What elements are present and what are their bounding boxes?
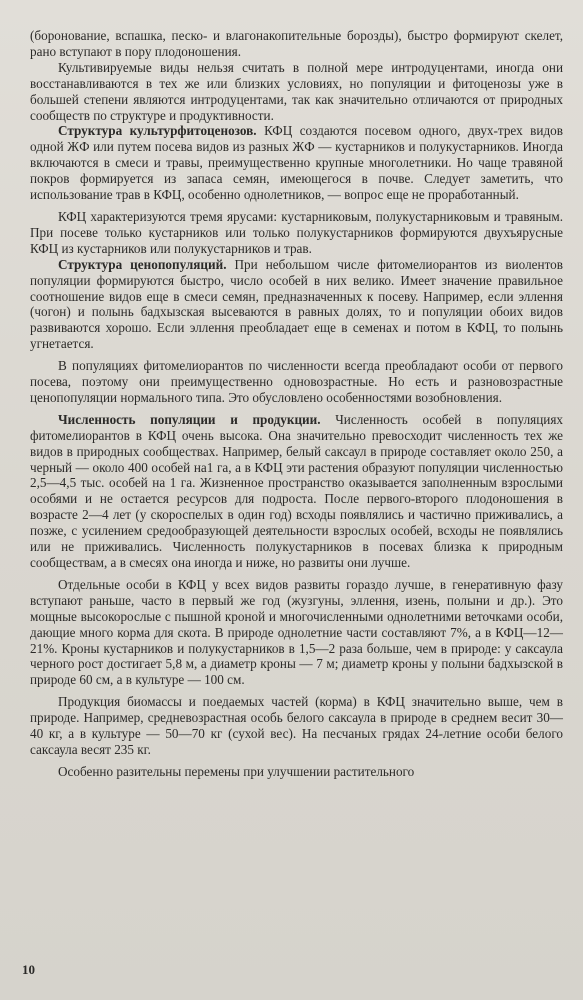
paragraph-text: При небольшом числе фитомелиорантов из виолентов популяции формируются быстро, число особей в них велико. Имеет значение правильное соотношение видов еще в смеси семян, предназначенных к посеву. Например, если эллення (чогон) и полынь бадхызская высеваются в равных долях, то и популяции обоих видов развиваются хорошо. Если эллення преобладает еще в семенах и потом в КФЦ, то полынь угнетается. <box>30 256 563 352</box>
page-text <box>30 28 563 780</box>
paragraph-text: Особенно разительны перемены при улучшении растительного <box>58 763 415 779</box>
paragraph-text: КФЦ создаются посевом одного, двух-трех видов одной ЖФ или путем посева видов из разных ЖФ — кустарников и полукустарников. Иногда включаются в смеси и травы, преимущественно крупные многолетники. Но чаще травяной покров формируется из запаса семян, имеющегося в почве. Следует заметить, что использование трав в КФЦ, особенно однолетников, — вопрос еще не проработанный. <box>30 123 563 203</box>
paragraph <box>30 577 563 688</box>
paragraph <box>30 412 563 571</box>
paragraph-heading: Численность популяции и продукции. <box>58 411 321 427</box>
paragraph <box>30 209 563 257</box>
paragraph <box>30 123 563 203</box>
paragraph <box>30 694 563 758</box>
paragraph-text: Отдельные особи в КФЦ у всех видов развиты гораздо лучше, в генеративную фазу вступают раньше, часто в первый же год (жузгуны, эллення, изень, полыни и др.). Это мощные высокорослые с пышной кроной и многочисленными однолетними веточками особи, дающие много корма для скота. В природе однолетние части составляют 7%, а в КФЦ—12—21%. Кроны кустарников и полукустарников в 1,5—2 раза больше, чем в природе: у саксаула черного рост достигает 5,8 м, а диаметр кроны — 7 м; диаметр кроны у полыни бадхызской в природе 60 см, а в культуре — 100 см. <box>30 576 563 688</box>
paragraph-text: Продукция биомассы и поедаемых частей (корма) в КФЦ значительно выше, чем в природе. Например, средневозрастная особь белого саксаула в природе в среднем весит 30—40 кг, а в культуре — 50—70 кг (сухой вес). На песчаных грядах 24-летние особи белого саксаула весят 235 кг. <box>30 694 563 757</box>
paragraph <box>30 28 563 60</box>
paragraph-text: Численность особей в популяциях фитомелиорантов в КФЦ очень высока. Она значительно превосходит численность тех же видов в природных сообществах. Например, белый саксаул в природе составляет около 250, а черный — около 400 особей на1 га, а в КФЦ эти растения образуют популяции численностью 2,5—4,5 тыс. особей на 1 га. Жизненное пространство оказывается заполненным взрослыми особями и не остается ресурсов для подроста. После первого-второго плодоношения в возрасте 2—4 лет (у скороспелых в один год) всходы появлялись и частично приживались, а позже, с усилением средообразующей деятельности взрослых особей, всходы не появлялись или не приживались. Численность полукустарников в посевах близка к природным сообществам, а в смесях она иногда и ниже, но развиты они лучше. <box>30 411 563 570</box>
paragraph-text: КФЦ характеризуются тремя ярусами: кустарниковым, полукустарниковым и травяным. При посеве только кустарников или только полукустарников формируются двухъярусные КФЦ из кустарников или полукустарников и трав. <box>30 208 563 256</box>
paragraph-heading: Структура культурфитоценозов. <box>58 123 257 139</box>
paragraph-text: В популяциях фитомелиорантов по численности всегда преобладают особи от первого посева, поэтому они преимущественно одновозрастные. Но есть и разновозрастные ценопопуляции нормального типа. Это обусловлено особенностями возобновления. <box>30 358 563 405</box>
paragraph-text: (боронование, вспашка, песко- и влагонакопительные борозды), быстро формируют скелет, рано вступают в пору плодоношения. <box>30 28 563 59</box>
paragraph <box>30 358 563 406</box>
paragraph-heading: Структура ценопопуляций. <box>58 256 227 272</box>
page-number: 10 <box>22 962 35 977</box>
paragraph <box>30 60 563 124</box>
paragraph-text: Культивируемые виды нельзя считать в полной мере интродуцентами, иногда они восстанавливаются в тех же или близких условиях, но популяции и фитоценозы уже в большей степени являются интродуцентами, так как значительно отличаются от природных сообществ по структуре и продуктивности. <box>30 59 563 123</box>
paragraph <box>30 764 563 780</box>
paragraph <box>30 257 563 352</box>
